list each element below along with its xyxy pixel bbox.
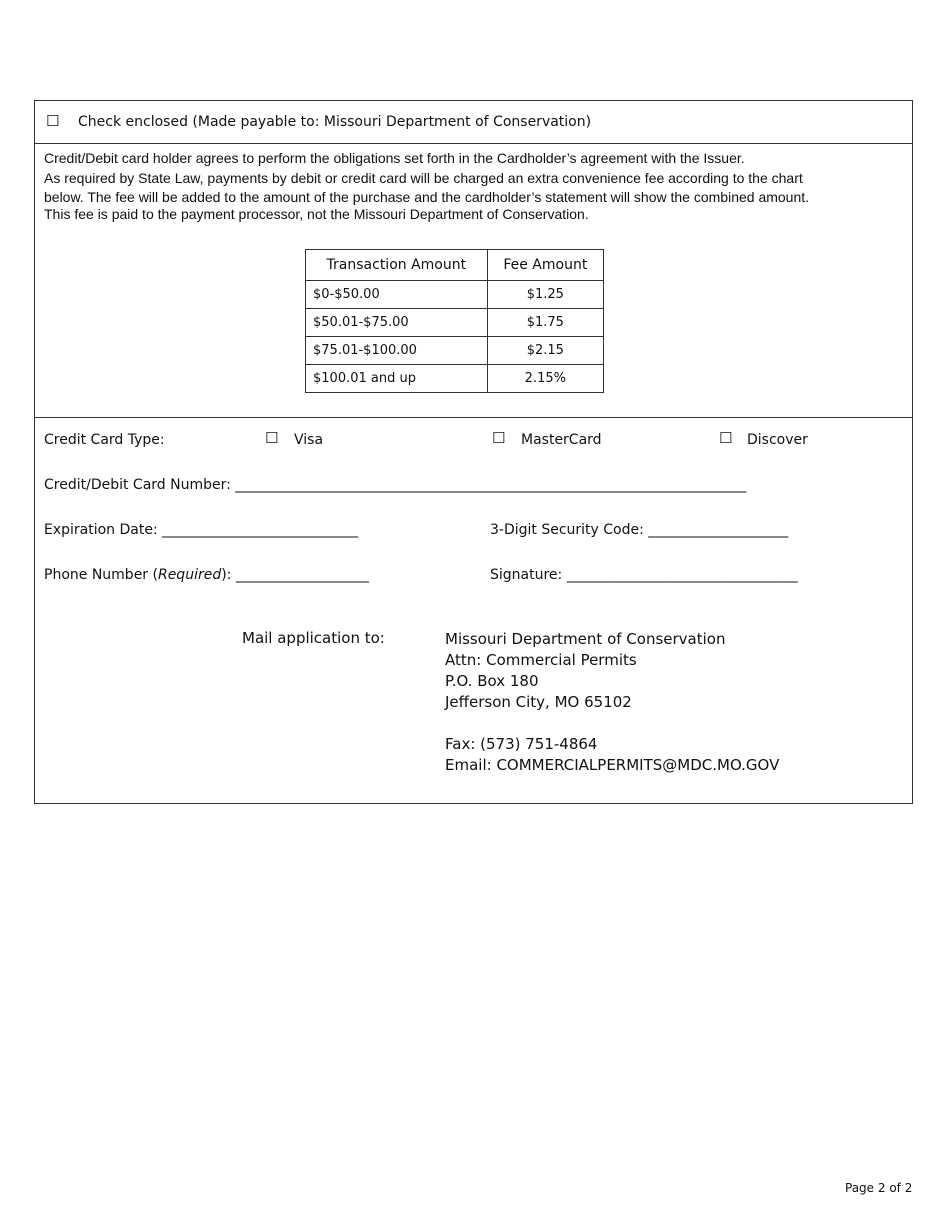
fee-notice-line-3: This fee is paid to the payment processor, not the Missouri Department of Conservation. xyxy=(44,206,589,222)
phone-label-suffix: ): xyxy=(221,567,232,583)
phone-number-blank[interactable]: ___________________ xyxy=(235,567,369,583)
payment-form xyxy=(34,100,913,804)
table-row xyxy=(306,365,604,393)
mail-to-label: Mail application to: xyxy=(242,629,385,647)
phone-label-prefix: Phone Number ( xyxy=(44,567,158,583)
visa-checkbox[interactable]: ☐ xyxy=(265,429,279,447)
fee-table-header xyxy=(306,250,604,281)
table-row xyxy=(306,281,604,309)
fee-notice-line-1: As required by State Law, payments by debit or credit card will be charged an extra convenience fee according to the chart xyxy=(44,170,803,186)
card-number-blank[interactable]: _________________________________________________________________________ xyxy=(235,477,747,493)
page-number: Page 2 of 2 xyxy=(845,1181,913,1195)
table-row xyxy=(306,337,604,365)
transaction-amount-cell: $75.01-$100.00 xyxy=(306,337,488,365)
address-line: Jefferson City, MO 65102 xyxy=(445,693,632,711)
security-code-label: 3-Digit Security Code: xyxy=(490,522,644,538)
convenience-fee-section xyxy=(35,144,912,418)
phone-number-field[interactable] xyxy=(44,567,369,583)
check-enclosed-section xyxy=(35,101,912,144)
header-fee-amount: Fee Amount xyxy=(487,250,603,281)
email-address[interactable]: Email: COMMERCIALPERMITS@MDC.MO.GOV xyxy=(445,756,780,774)
check-enclosed-checkbox[interactable]: ☐ xyxy=(46,112,60,130)
security-code-blank[interactable]: ____________________ xyxy=(648,522,789,538)
mastercard-label: MasterCard xyxy=(521,432,602,448)
security-code-field[interactable] xyxy=(490,522,788,538)
card-number-label: Credit/Debit Card Number: xyxy=(44,477,231,493)
card-info-section xyxy=(35,418,912,804)
fee-amount-cell: $1.25 xyxy=(487,281,603,309)
address-line: P.O. Box 180 xyxy=(445,672,539,690)
expiration-date-blank[interactable]: ____________________________ xyxy=(162,522,359,538)
transaction-amount-cell: $50.01-$75.00 xyxy=(306,309,488,337)
address-line: Missouri Department of Conservation xyxy=(445,630,726,648)
address-line: Attn: Commercial Permits xyxy=(445,651,637,669)
fee-table xyxy=(305,249,604,393)
signature-blank[interactable]: _________________________________ xyxy=(566,567,798,583)
fee-notice-line-2: below. The fee will be added to the amount of the purchase and the cardholder’s statement will show the combined amount. xyxy=(44,189,810,205)
expiration-date-label: Expiration Date: xyxy=(44,522,158,538)
check-enclosed-label: Check enclosed (Made payable to: Missouri Department of Conservation) xyxy=(78,114,592,130)
fee-amount-cell: $1.75 xyxy=(487,309,603,337)
fee-amount-cell: 2.15% xyxy=(487,365,603,393)
visa-label: Visa xyxy=(294,432,324,448)
discover-label: Discover xyxy=(747,432,808,448)
header-transaction-amount: Transaction Amount xyxy=(306,250,488,281)
transaction-amount-cell: $100.01 and up xyxy=(306,365,488,393)
phone-required-label: Required xyxy=(157,567,222,583)
expiration-date-field[interactable] xyxy=(44,522,358,538)
signature-label: Signature: xyxy=(490,567,563,583)
transaction-amount-cell: $0-$50.00 xyxy=(306,281,488,309)
fee-amount-cell: $2.15 xyxy=(487,337,603,365)
table-row xyxy=(306,309,604,337)
signature-field[interactable] xyxy=(490,567,798,583)
card-number-field[interactable] xyxy=(44,477,746,493)
discover-checkbox[interactable]: ☐ xyxy=(719,429,733,447)
card-type-label: Credit Card Type: xyxy=(44,432,165,448)
mailing-address xyxy=(445,629,779,776)
cardholder-agreement-text: Credit/Debit card holder agrees to perform the obligations set forth in the Cardholder’s agreement with the Issuer. xyxy=(44,150,745,166)
fax-number: Fax: (573) 751-4864 xyxy=(445,735,598,753)
mastercard-checkbox[interactable]: ☐ xyxy=(492,429,506,447)
